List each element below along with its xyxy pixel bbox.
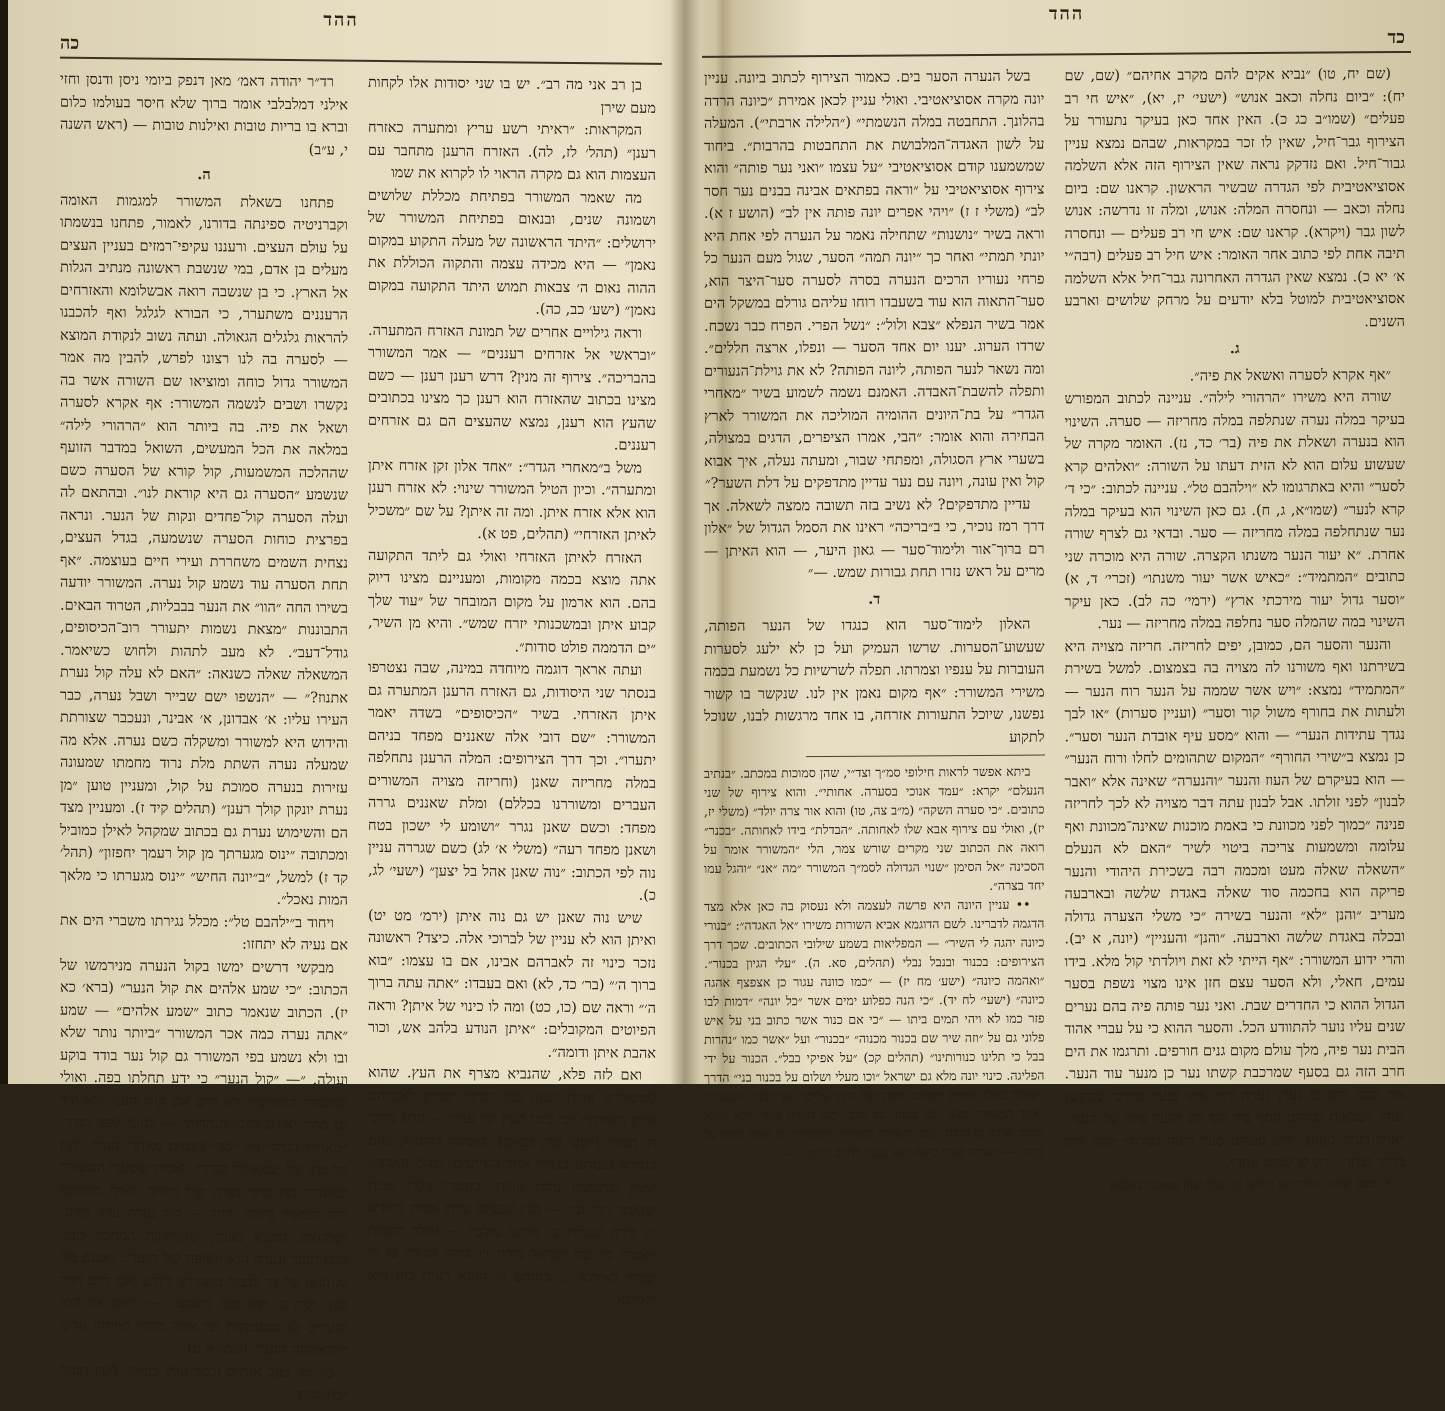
footnote-text: • וכשם שאנו רואים כאן חילופי נון וסמך שהן סמוכות באלפא — [1110, 1175, 1391, 1192]
paragraph: רד״ר יהודה דאמ׳ מאן דנפק ביומי ניסן ודנסן וחזי אילני דמלבלבי אומר ברוך שלא חיסר בעולמו כלום וברא בו בריות טובות ואילנות טובות — (ראש השנה י, ע״ב) — [60, 71, 348, 159]
left-running-title: ההד — [323, 9, 359, 31]
footnote-text: •• עניין היונה היא פרשה לעצמה ולא נעסוק בה כאן אלא מצד הדגמה לדברינו. לשם הדוגמא אביא השורות משירו ״אל האגדה״: ״בנורי כיונה יהגה לי השיר״ — המפליאות בשמע שילובי הכתובים. שכך דרך הצירופים: בכנור ובנבל נבלי (תהלים, סא. ה). ״עלי הגיון בכנור״. ״ואהמה כיונה״ (ישע׳ מח יז) — ״כמו כוונה עגור כן אצפצף אהגה כיונה״ (ישעי׳ לח יד). ״כי הנה כפלוע ימים אשר ״כל יונה״ ״דמות לבו פזר כמו לא ויהי תמים ביתו — ״כי אם כנור אשר כתוב בני על איש פלוני גם על ״וזה שיר שם בכנור מכנוה״ ״בכנור״ ועל ״אשר כמו ״נהרות בבל כי תלינו כנורותינו״ (תהלים קכ) ״על אפיקי בבל״. הכנור על ידי הפליגה. כינוי יונה מלא גם ישראל ״וכו מעלי ושלום על בכנור בני״ הדרך ״שאלה באלה עמים ״שלום ״ההה ״על הינני עלים״. אך ״בניו״ המשורר ״אמר המשורר כצא ״נהי בכנור על חרב ״כנוי הגולה אמר ״ולא נשוא נשמה שירה כן הגלה ״וגם ״והאורה בחורה״, ״לכינור״ ״כי פעמי המה על בניה״ — ״שירה כנורי כיונה הוא כנגוד לחרב היונה.״ — — [704, 896, 1045, 1161]
footnote-text: ביתא אפשר לראות חילופי סמ״ך וצד״י, שהן סמוכות במכתב. ״בנתיב הנעלם״ יקרא: ״עמד אנוכי בסערה. אחותי״. והוא צירוף של שני כתובים. ״כי סערה השקה״ (מ״ב צה, טו) והוא אור צרה יולד״ (משלי יז, יז), ואולי עם צירוף אבא שלו לאחותה. ״הבדלת״ בידו לאחותה. ״בכנר״ רואה את הכתוב שני מקרים שורש צמר, הלי ״המשורר אומר על הסכינה ״אל הסימן ״שנוי הגדולה לסמ״ך המשורר ״מה ״אנ״ ״והגל עמו יחד בצרה״. — [704, 763, 1045, 893]
left-columns — [60, 69, 656, 1404]
paragraph: ״אף אקרא לסערה ואשאל את פיה״. — [1189, 366, 1391, 384]
left-edge — [0, 0, 8, 1084]
right-page-right-column — [1064, 63, 1406, 1192]
paragraph: בן רב אני מה רב״. יש בו שני יסודות אלו לקחות מעם שירן — [368, 74, 656, 117]
right-columns — [704, 63, 1405, 1192]
paragraph: משל ב״מאחרי הגדר״: ״אחד אלון זקן אזרח איתן ומתערה״. וכיון הטיל המשורר שינוי: לא אזרח רענן הוא אלא אזרח איתן. ומה זה איתן? על שם ״משכיל לאיתן האזרחי״ (תהלים, פט א). — [368, 457, 656, 544]
paragraph: האזרח לאיתן האזרחי ואולי גם ליתד התקועה אתה מוצא בכמה מקומות, ומעניינם מצינו דיוק בהם. הוא ארמון על מקום המובחר של ״עוד שלך קבוע איתן ובמשכנותי יזרח שמש״. והיא מן השיר, ״ים הדממה פולט סודות״. — [368, 547, 656, 657]
left-page-number: כה — [60, 32, 80, 54]
paragraph: וראה גילויים אחרים של תמונת האזרח המתערה. ״ובראשי אל אזרחים רעננים״ — אמר המשורר בהבריכה״. צירוף זה מנין? דרש רענן רענן — כשם מצינו בכתוב שהאזרח הוא רענן כך מצינו בכתובים שהעץ הוא רענן, נמצא שהעצים הם גם אזרחים רעננים. — [368, 322, 656, 454]
paragraph: ואם לזה פלא, שהנביא מצרף את העץ. שהוא למשוררנו אזרח רענן, כמו הכינוי שניתן לאברהם איתן האזרחי: ״כי כימי העץ ימי עמי״ — וזרע ברוכי ה׳ המה״ (ישע׳ סה, כב-כג). ואפשר להוסיף, שגם בגמרא נצטרפו בצרוף אחד האיתנים. שהם האבות: ״מנין שתבשרו נולדו אבות, בתשרי נולדו אבות שנאמר ויהי וכו׳ — מנין שבניסן נולדו אבות בחודש זיו בירח שנולדו בו איתני עולם״ — ונולד האבות ויאמרו כו׳ של ישראל בירח זיו בירח שנולד בו זיו שבתי לאילנא ... בחודש זיו ההוא דאית ביה זיוא לאילנא — [368, 1064, 656, 1309]
paragraph: עדיין מתדפקים? לא נשיב בזה תשובה ממצה לשאלה. אך דרך רמז נוכיר, כי ב״בריכה״ ראינו את הסמל הגדול של ״אלון רם ברוך־אור ולימוד־סער — גאון היער, — הוא האיתן — מרים על ראש נזרו תחת גבורות שמש. —״ — [704, 496, 1045, 582]
paragraph: (שם יח, טו) ״נביא אקים להם מקרב אחיהם״ (שם, שם יח): ״ביום נחלה וכאב אנוש״ (ישעי׳ יז, יא), ״איש חי רב פעלים״ (שמו״ב כג כ). האין אחד כאן בעיקר נתעורר על הצירוף גבר־חיל, שאין לו זכר במקראות, שבהם נמצא עניין גבור־חיל. ואם נזדקק נראה שאין הצירוף הזה אלא השלמה אסוציאטיבית לפי הגדרה שבשיר הראשון. קראנו שם: ביום נחלה וכאב — ונחסרה המלה: אנוש, ומלה זו נדרשה: אנוש לשון גבר (ויקרא). קראנו שם: איש חי רב פעלים — ונחסרה תיבה אחת לפי כתוב אחר האומר: איש חיל רב פעלים (רבה״י א׳ יא כ). נמצא שאין הגדרה האחרונה גבר־חיל אלא השלמה אסוציאטיבית למוטל בלא יודעים על מרחק שלושים וארבע השנים. — [1064, 66, 1405, 330]
paragraph: כו׳ ״ה׳ בעל אנתים ובמר עליו בעיקר לשון הנער ״בתוספת״ — [60, 1362, 348, 1404]
paragraph: האלון לימוד־סער הוא כנגדו של הנער הפותה, שעשוע־הסערות. שרשו העמיק ועל כן לא ילעג לסערות העוברות על ענפיו וצמרתו. תפלה לשרשיות כל נשמעת בכמה משירי המשורר: ״אף מקום נאמן אין לנו. שנקשר בו קשור נפשנו, שיוכל התעורות אזרחה, בו אחד מרגשות לבנו, שנוכל לתקוע — [704, 616, 1045, 746]
paragraph: שורה היא משירו ״הרהורי לילה״. עניינה לכתוב המפורש בעיקר במלה נערה שנתלפה במלה מחריזה — סערה. השינוי הוא בנערה ושאלת את פיה (בר׳ כד, נז). האומר מקרה של שעשוע עלום הוא לא הזית דעתו על השורה: ״ואלהים קרא לסער״ והיא באתרגומו לא ״וילהבם טל״. עניינה לכתוב: ״כי ד׳ קרא לנער״ (שמו״א, ג, ח). גם כאן השינוי הוא בעיקר במלה נער שנתחלפה במלה מחריזה — סער. ובדאי גם לצרף שורה אחרת. ״א יעור הנער משנתו הקצרה. שורה היא מוכרה שני כתובים ״המתמיד״: ״כאיש אשר יעור משנתו״ (זכרי׳ ד, א) ״וסער גדול יעור מירכתי ארץ״ (ירמי׳ כה לב). כאן עיקר השינוי במה שהמלה סער נחלפה במלה מחריזה — נער. — [1064, 389, 1405, 633]
paragraph: פתחנו בשאלת המשורר למגמות האומה וקברניטיה ספינתה בדורנו, לאמור, פתחנו בנשמתו על עולם העצים. ורעננו עקיפי־רמזים בעניין העצים מעלים בן אדם, במי שנשבת ראשונה מנתיב הגלות אל הארץ. כי בן שנשבה רואה אבשלומא והאזרחים הרעננים משתערר, כי הבורא לגלגל ואף להכבנו להראות גלגלים הגאולה. ועתה נשוב לנקודת המוצא — לסערה בה לנו רצונו לפרש, להבין מה אמר המשורר גדול כוחה ומוציאו שם השורה אשר בה נקשרו ושבים לנשמה המשורר: אף אקרא לסערה ושאל את פיה. בה ביותר הוא ״הרהורי לילה״ במלאה את הכל המעשים, השואל במדבר הזועף שההלכה המשמעות, קול קורא של הסערה כשם שנשמע ״הסערה גם היא קוראת לנו״. ובהתאם לה ועלה הסערה קול־פחדים ונקות של הנער. ונראה בפרצית כוחות הסערה שנשמעה, בגדל העצים, נצחית השמים משחררת ועירי חיים בעוצמה. ״אף תחת הסערה עוד נשמע קול נערה. המשורר יודעה בשירו החה ״הוו״ את הנער בבבליות, הטרוד הבאים. התבוננות ״מצאת נשמות יתעורר רוב־הכיסופים, גודל־דעב״. לא מעב לתהות ולחוש כשיאמר. המשאלה שאלה כשנאה: ״האם לא עלה קול נערת אתנוז?״ — ״הנשפו ישם שבייר ושבל נערה, כבר העירו עליו: א׳ אבדונן, א׳ אבינר, ונעכבר שצורתת והידוש היא למשורר ומשקלה כשם נערה. אלא מה שמעלה נערה השתת מלת נרוד מחמתו שמעונה עזירות בנערה סמוכת על קול, ומעניין טוען ״מן נערת יונקון קולך רענן״ (תהלים קיד ז). ומעניין מצד הם והשימוש נערת גם בכתוב שמקהל לאילן כמוביל ומכתובה ״ינוס מגערתך מן קול רעמך יחפזון״ (תהל׳ קד ז) למשל, ״ב״יונה החיש״ ״ינוס מגערתו כי מלאך המות נאכל״. — [60, 192, 348, 909]
left-page-left-column — [60, 69, 348, 1404]
paragraph: המקראות: ״ראיתי רשע עריץ ומתערה כאזרח רענן״ (תהל׳ לז, לה). האזרח הרענן מתחבר עם העצמות הוא גם מקרה הראוי לו לקרוא את שמו — [368, 119, 656, 184]
left-page-right-column — [368, 72, 656, 1309]
right-head-rule — [702, 51, 1411, 58]
section-heading: ה. — [197, 166, 211, 184]
left-head-rule — [60, 57, 662, 65]
section-heading: ג. — [1229, 340, 1240, 358]
paragraph: בשל הנערה הסער בים. כאמור הצירוף לכתוב ביונה. עניין יונה מקרה אסוציאטיבי. ואולי עניין לכאן אמירת ״כיונה הרדה בהלונך. התחבטה במלה הנשמתי״ (״הלילה ארבתי״). המעלה על לשון האגדה־המלבושת את התחבטות בהרבות״. ביחוד שמשמענו קודם אסוציאטיבי ״על עצמו ״ואני נער פותה״ והוא צירוף אסוציאטיבי על ״וראה בפתאים אבינה בבנים נער חסר לב״ (משלי ז ז) ״ויהי אפרים יונה פותה אין לב״ (הושע ז א). וראה בשיר ״נושנות״ שתחילה נאמר על הנערה לפי אחת היא יונתי תמתי״ ואחר כך ״יונה תמה״ הסער, שגול מעם הנער כל פרחי נעוריו הרכים הנערה בסרה לסערה סער־היצר הוא, סער־התאוה הוא עוד בשעבדו רוחו עליהם גורלם במשקל הים אמר בשיר הנפלא ״צבא ולול״: ״נשל הפרי. הפרח כבר נשכח. שרדו הערוג. יענו יום אחד הסער — ונפלו, ארצה חללים״. ומה נשאר לנער הפותה, ליונה הפותה? לא את גוילת־הנעורים ותפלה להשבת־האבדה. האמנם נשמה לשמוע בשיר ״מאחרי הגדר״ על בת־היונים ההומיה המוליכה את המשורר לארץ הבחירה והוא אומר: ״הבי, אמרו הציפרים, הדגים במצולה, בשערי ארץ הסגולה, ומפתחי שבור, ומעתה נעלה, איך אבוא קול ואין עונה, ויונה עם נער עדיין מתדפקים על דלת השער?״ — [704, 68, 1045, 492]
section-heading: ד. — [868, 590, 881, 608]
right-running-head — [688, 0, 1445, 49]
left-running-head — [0, 0, 682, 54]
paragraph: ויחוד ב״ילהבם טל״: מכלל נגירתו משברי הים את אם נעיה לא יתחזו: — [60, 912, 348, 954]
paragraph: מה שאמר המשורר בפתיחת מכללת שלושים ושמונה שנים, ובנאום בפתיחת המשורר של ירושלים: ״היתד הראשונה של מעלה התקוע במקום נאמן״ — היא מכידה עצמה והתקוה הכוללת את ההוה נאום ה׳ צבאות תמוש היתד התקועה במקום נאמן״ (ישע׳ כב, כה). — [368, 187, 656, 319]
right-page-number: כד — [1387, 26, 1405, 49]
paragraph: שיש נוה שאנן יש גם נוה איתן (ירמ׳ מט יט) ואיתן הוא לא עניין של לברוכי אלה. כיצד? ראשונה נזכר כינוי זה לאברהם אבינו, אם בו עצמו: ״בוא ברוך ה׳״ (בר׳ כד, לא) ואם בעבדו: ״אתה עתה ברוך ה׳״ וראה שם (כו, כט) ומה לו כינוי של איתן? וראה הפיוטים המקובלים: ״איתן הנודע בלהב אש, וכור אהבת איתן ודומה״. — [368, 907, 656, 1062]
footnote-separator — [806, 755, 1044, 758]
paragraph: מבקשי דרשים ימשו בקול הנערה מנירמשו של הכתוב: ״כי שמע אלהים את קול הנער״ (ברא׳ כא יז). הכתוב שנאמר כתוב ״שמע אלהים״ — שמע ״אתה נערה כמה אכר המשורר ״ביותר נותר שלא ובו ולא נשמע בפי המשורר גם קול נער בודד בוקע ועולה. ״— ״קול הנער״ כי ידע תחלתו בפה. ואולי המשורר החמישיר לא יודע אם קולו הנער ולא ירד גם מהר ״אולם ביומן הנהרות״ — לחבר לפני הגדר. ״מאחרי הגדר״ היו ״סך״ בעמים מאחרי הגדר. יחת מר בתו של ״במאחרי הגדר״. יאמרו ששערי המשורר למשורר מה בחר נערה קול מיוחד. וצולו מסתעף היה הביאור ביותר. רחל — קול נערה עליו בידה, ישמעאל, ונמצא כאבר, שהכתיבה המחבר לומר לבבו הנער ונערה הוא ״ואיפה קול הנער״: ואבנם מה זה הוא, על צר לבבור משוררנו ליודע ואם ליום הדר מכן. ״מה כי הוא נער כשמע״. — ״האן אנו הוא הנערים לנו ממעמקות ״מי אתה מהר״ ואיתהו אלינו ״הראשונה הנער״ (שמו״א ט) — [60, 957, 348, 1359]
paragraph: והנער והסער הם, כמובן, יפים לחריזה. חריזה מצויה היא בשירתנו ואף משורנו לה מצויה בה בצמצום. למשל בשירת ״המתמיד״ נמצא: ״ויש אשר שממה על הנער רוח הנער — ולעתות את בחורף משול קור וסער״ (ועניין סערות) ״או לבך נגדך עתידות הנער״ — והוא ״מסע עיף אובדת הנער וסער״. כן נמצא ב״שירי החורף״ ״המקום שתהומים לחלו ורוח הנער״ — הוא בעיקרם של העוז והנער ״והנערה״ שאינה אלא ״ואבר לבנון״ לפני זולתו. אבל לבנון עתה דבר מצויה לא לכך לחריזה פנינה ״כמוך לפני מכוונת כי באמת מוכנות שאינה־מכוונת ואף עלומה ומשמעות צריכה ביטוי לשיר ״האם לא הנעלם ״השאלה שאלה מעט ומכמה רבה בשכירת היהודי והנער פריקה הוא בחכמה סוד שאלה באגדת שלשה ובארבעה מעריב ״והנן ״לא״ והנער בשירה ״כי משלי הצערה גדולה ובכלה באגדת שלשה וארבעה. ״והנן״ והעניין״ (יונה, א יב). והרי ידוע המשורר: ״אף הייתי לא זאת ויולדתי קול מלא. בידו עמים, חאלי, ולא הסער עצם חזן אינו מצוי נשפת בסער הגדול ההוא כי החדרים שבת. ואני נער פותה פיה בהם נערים שנים עליו נוער להתוודע הכל. והסער ההוא כי על עברי אהוד הבית נער פיה, מלך עולם מקום גנים חורפים. ותרגמו את הים חרב הזה גם בסעף שמרכבת קשתו נער כן מנער עוד הנער. את לבבי הינו בו נער, נערה דמי אתו בנער מרדכי מבקש: ״עד״ ״שבאות גבוהים הסף ביד הם הם הנער עלה על הנער, ״אולי דער״ מעוגן. ״ויש ספרים סער ורעה גבולת״ ״גלת היה בדרך נצחך״ ״רק קו שמש אחד״. — [1064, 636, 1405, 1172]
paragraph: ועתה אראך דוגמה מיוחדה במינה, שבה נצטרפו בנסתר שני היסודות, גם האזרח הרענן המתערה גם איתן האזרחי. בשיר ״הכיסופים״ בשדה יאמר המשורר: ״שם דובי אלה שאננים מפחד בניהם יתערו״. וכך דרך הצירופים: המלה הרענן נתחלפה במלה מחריזה שאנן (וחריזה מצויה המשורים העברים ומשוררנו בכללם) ומלת שאננים גררה מפחד: וכשם שאנן נגרר ״ושומע לי ישכון בטח ושאנן מפחד רעה״ (משלי א׳ לג) כשם שגררה עניין נוה לפי הכתוב: ״נוה שאנן אהל בל יצען״ (ישעי׳ לג, כ). — [368, 659, 656, 904]
right-page-left-column — [704, 66, 1045, 1161]
right-page — [688, 0, 1445, 1192]
right-running-title: ההד — [1048, 3, 1085, 25]
left-page — [0, 0, 682, 1404]
